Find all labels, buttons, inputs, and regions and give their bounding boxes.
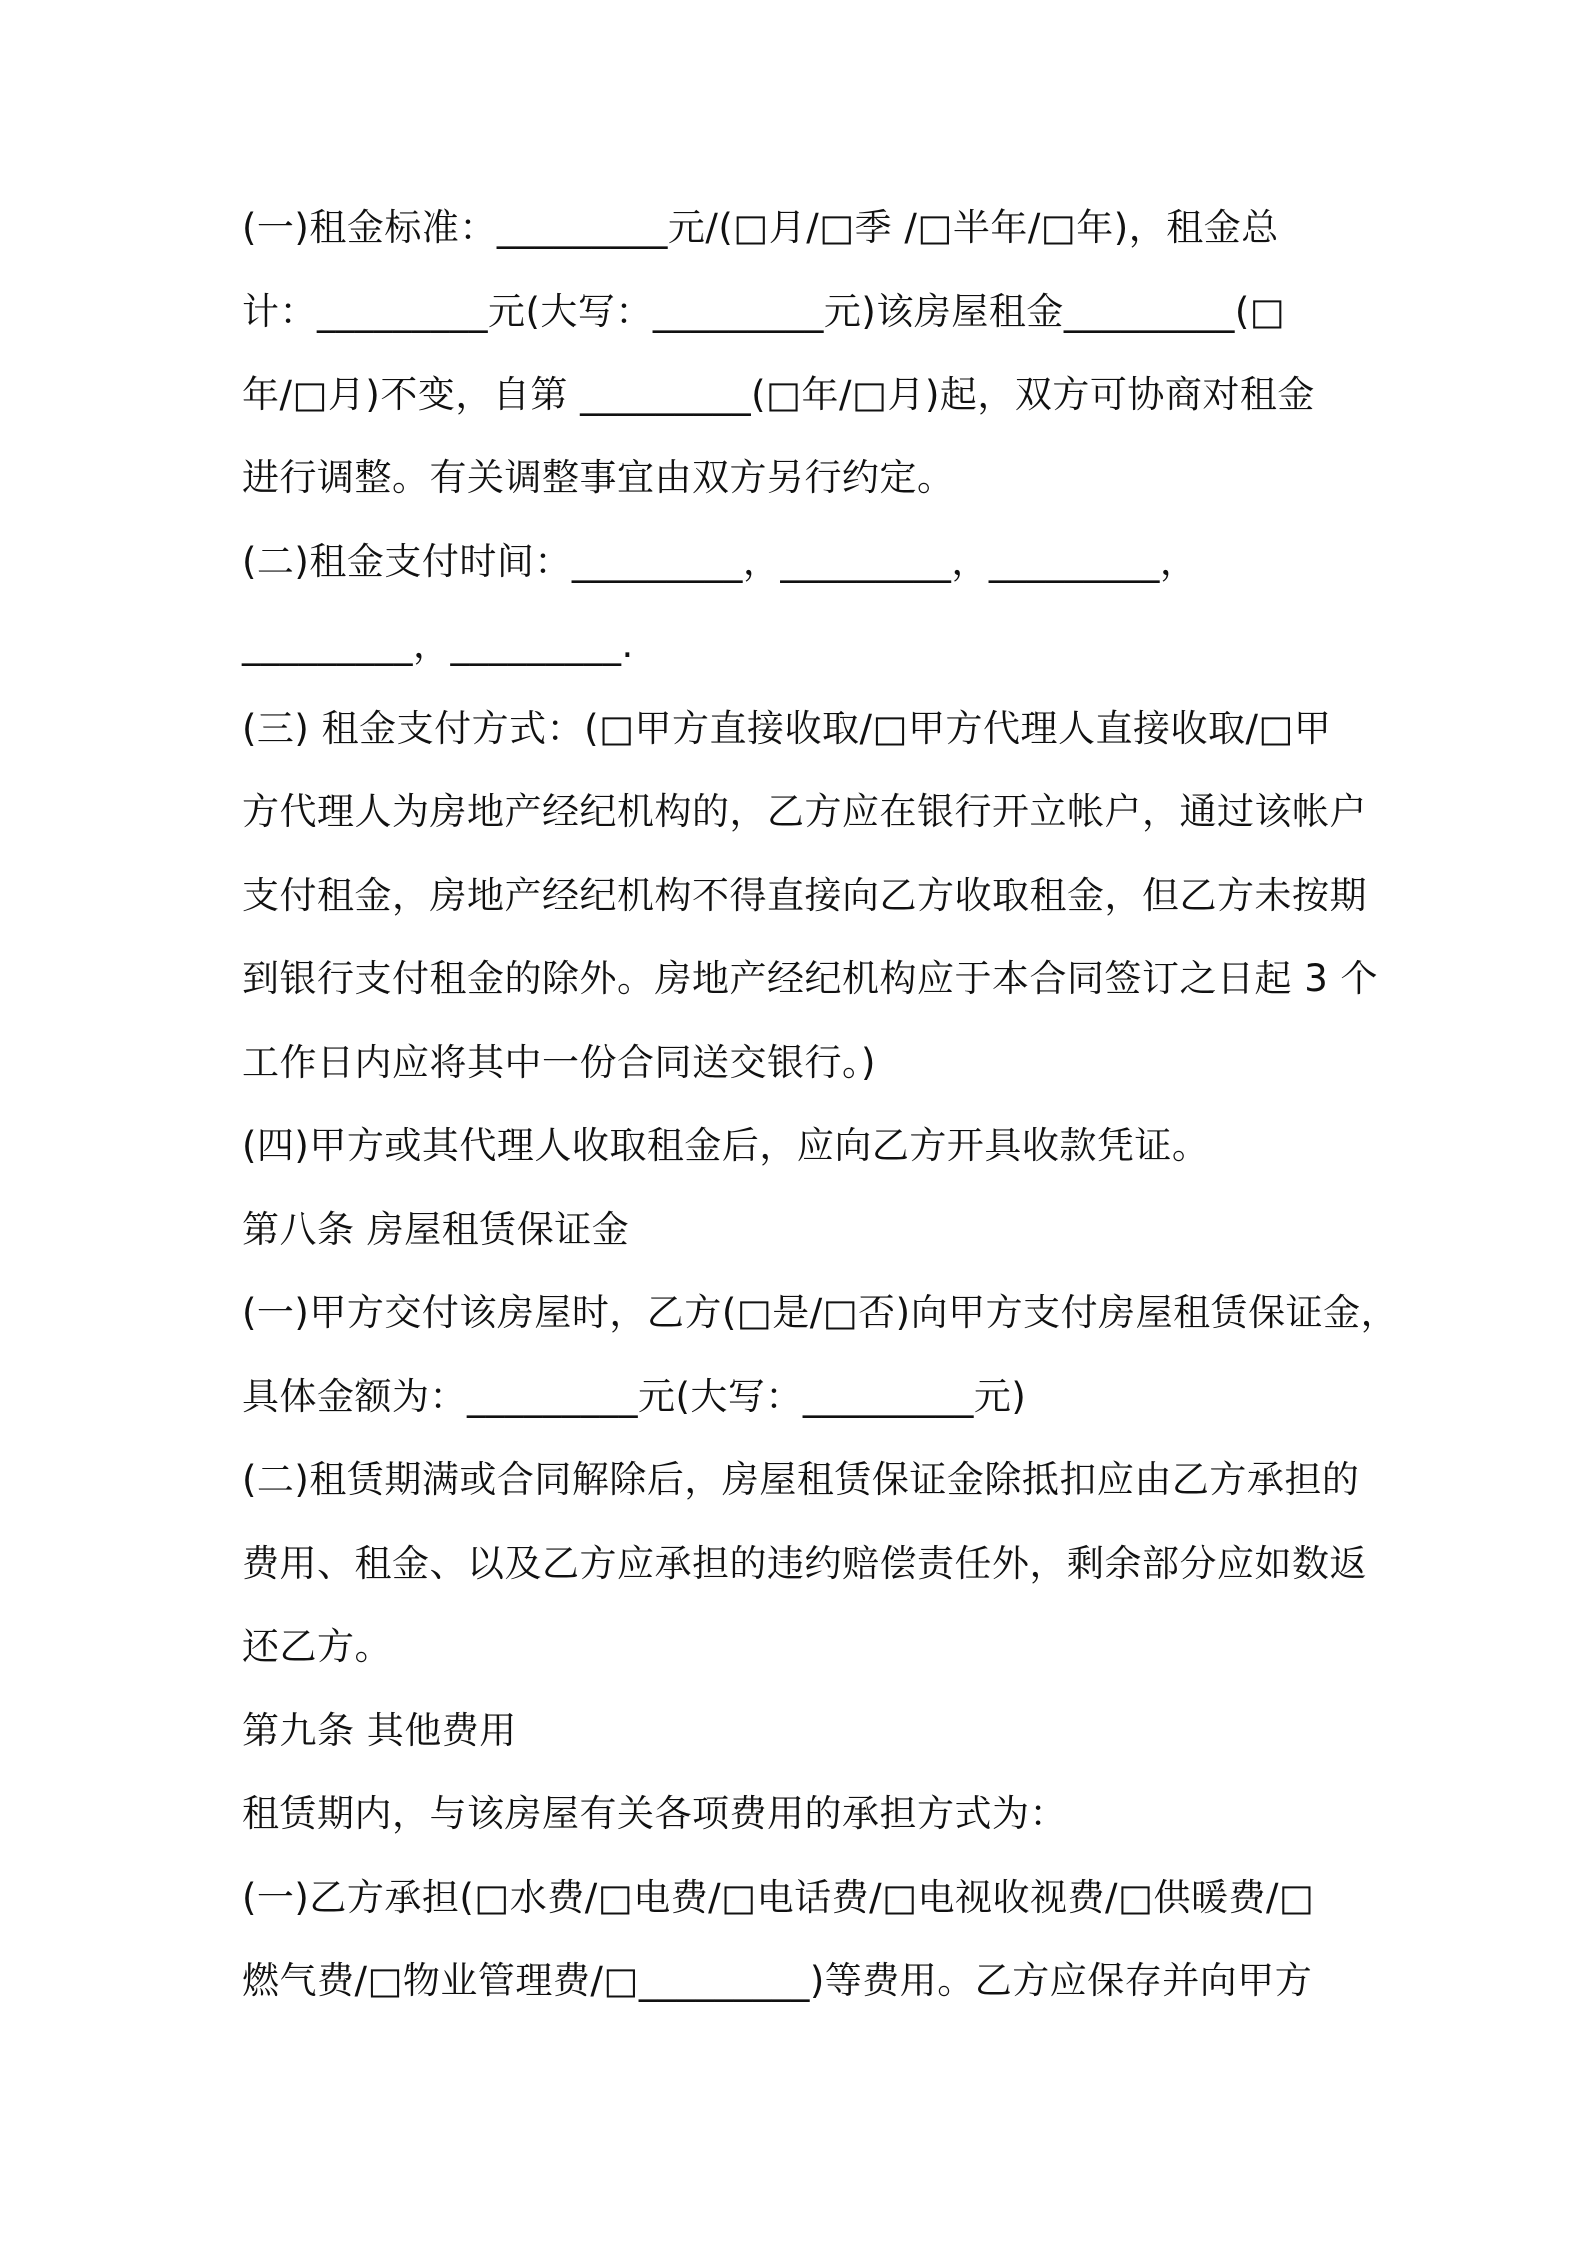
text-line: 工作日内应将其中一份合同送交银行。) (242, 1041, 876, 1084)
text-line: _________，_________. (242, 623, 634, 666)
text-line: 计：_________元(大写：_________元)该房屋租金_________(□ (242, 290, 1286, 333)
text-line: (一)乙方承担(□水费/□电费/□电话费/□电视收视费/□供暖费/□ (242, 1876, 1315, 1919)
text-line: (二)租金支付时间：_________，_________，_________， (242, 540, 1198, 583)
text-line: (二)租赁期满或合同解除后，房屋租赁保证金除抵扣应由乙方承担的 (242, 1458, 1360, 1501)
text-line: 方代理人为房地产经纪机构的，乙方应在银行开立帐户，通过该帐户 (242, 790, 1367, 833)
text-line: (三) 租金支付方式：(□甲方直接收取/□甲方代理人直接收取/□甲 (242, 707, 1332, 750)
text-line: (一)甲方交付该房屋时，乙方(□是/□否)向甲方支付房屋租赁保证金， (242, 1291, 1399, 1334)
text-line: 进行调整。有关调整事宜由双方另行约定。 (242, 456, 955, 499)
text-line: 还乙方。 (242, 1625, 392, 1668)
text-line: 燃气费/□物业管理费/□_________)等费用。乙方应保存并向甲方 (242, 1959, 1313, 2002)
text-line: 费用、租金、以及乙方应承担的违约赔偿责任外，剩余部分应如数返 (242, 1542, 1367, 1585)
text-line: (四)甲方或其代理人收取租金后，应向乙方开具收款凭证。 (242, 1124, 1210, 1167)
text-line: 租赁期内，与该房屋有关各项费用的承担方式为： (242, 1792, 1067, 1835)
section-heading: 第八条 房屋租赁保证金 (242, 1208, 630, 1251)
text-line: 年/□月)不变，自第 _________(□年/□月)起，双方可协商对租金 (242, 373, 1315, 416)
text-line: 支付租金，房地产经纪机构不得直接向乙方收取租金，但乙方未按期 (242, 874, 1367, 917)
section-heading: 第九条 其他费用 (242, 1709, 517, 1752)
text-line: 具体金额为：_________元(大写：_________元) (242, 1375, 1027, 1418)
text-line: 到银行支付租金的除外。房地产经纪机构应于本合同签订之日起 3 个 (242, 957, 1379, 1000)
text-line: (一)租金标准：_________元/(□月/□季 /□半年/□年)，租金总 (242, 206, 1279, 249)
